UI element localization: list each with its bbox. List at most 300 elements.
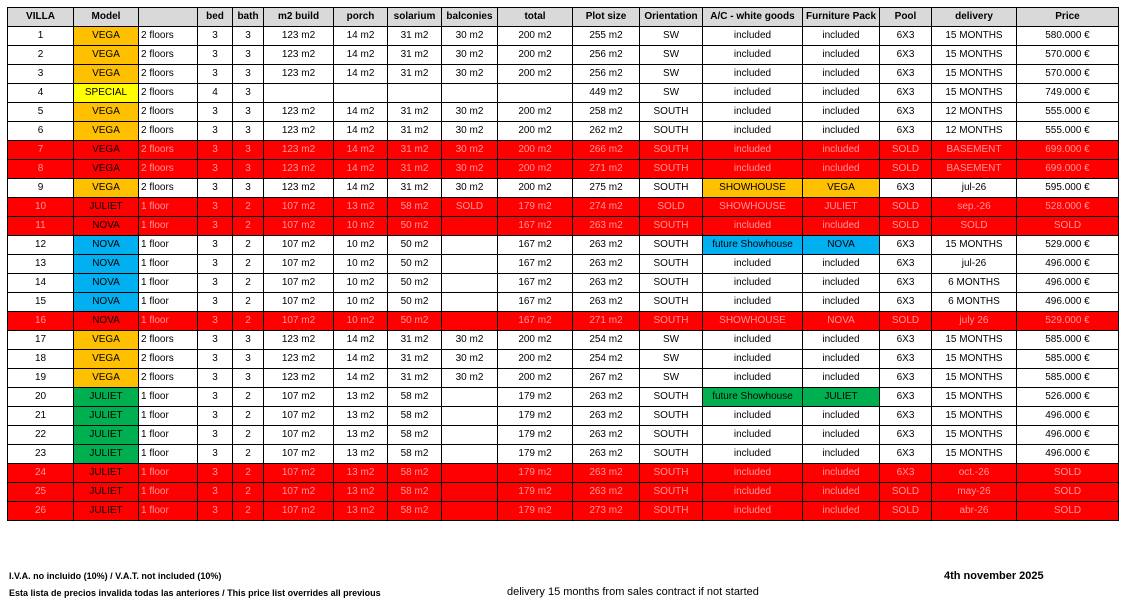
table-cell: JULIET xyxy=(74,407,139,426)
table-cell: 570.000 € xyxy=(1017,46,1119,65)
table-cell: 496.000 € xyxy=(1017,293,1119,312)
table-cell: included xyxy=(803,27,880,46)
table-cell: 31 m2 xyxy=(388,103,442,122)
table-cell: 123 m2 xyxy=(264,65,334,84)
table-cell: 3 xyxy=(198,312,233,331)
table-cell: 555.000 € xyxy=(1017,122,1119,141)
table-cell: 271 m2 xyxy=(573,160,640,179)
table-cell: included xyxy=(803,426,880,445)
table-cell: 4 xyxy=(198,84,233,103)
table-cell: 585.000 € xyxy=(1017,350,1119,369)
table-cell: SOLD xyxy=(1017,502,1119,521)
table-cell: 123 m2 xyxy=(264,46,334,65)
column-header: delivery xyxy=(932,8,1017,27)
table-cell xyxy=(442,217,498,236)
table-cell: NOVA xyxy=(803,236,880,255)
table-cell: included xyxy=(803,84,880,103)
table-cell: 10 xyxy=(8,198,74,217)
table-cell: 14 m2 xyxy=(334,160,388,179)
table-cell xyxy=(442,502,498,521)
table-cell: 200 m2 xyxy=(498,122,573,141)
table-cell: 58 m2 xyxy=(388,464,442,483)
table-row xyxy=(8,236,1119,255)
table-cell: 3 xyxy=(198,141,233,160)
table-cell: SOUTH xyxy=(640,388,703,407)
table-cell: 107 m2 xyxy=(264,407,334,426)
table-cell: 1 xyxy=(8,27,74,46)
table-cell: 6X3 xyxy=(880,445,932,464)
table-cell: included xyxy=(703,27,803,46)
table-cell: 107 m2 xyxy=(264,236,334,255)
table-cell: SOLD xyxy=(1017,217,1119,236)
table-cell: NOVA xyxy=(74,236,139,255)
table-cell: 3 xyxy=(198,27,233,46)
table-row xyxy=(8,502,1119,521)
table-cell: 107 m2 xyxy=(264,445,334,464)
table-cell: 14 m2 xyxy=(334,122,388,141)
table-cell: 107 m2 xyxy=(264,502,334,521)
table-cell: 3 xyxy=(198,350,233,369)
table-cell: included xyxy=(803,255,880,274)
table-cell: 15 MONTHS xyxy=(932,369,1017,388)
table-cell: 13 m2 xyxy=(334,198,388,217)
table-cell: 3 xyxy=(233,160,264,179)
table-cell: SOUTH xyxy=(640,502,703,521)
table-cell: SW xyxy=(640,65,703,84)
table-cell: 107 m2 xyxy=(264,426,334,445)
table-cell: 15 xyxy=(8,293,74,312)
table-cell: VEGA xyxy=(74,65,139,84)
table-cell: SOLD xyxy=(1017,483,1119,502)
table-cell: included xyxy=(703,502,803,521)
table-cell: 50 m2 xyxy=(388,312,442,331)
table-cell: 179 m2 xyxy=(498,407,573,426)
table-cell: 58 m2 xyxy=(388,445,442,464)
table-cell: 6 xyxy=(8,122,74,141)
table-cell: 2 xyxy=(233,426,264,445)
table-cell: 31 m2 xyxy=(388,331,442,350)
table-cell: 13 m2 xyxy=(334,407,388,426)
table-cell: 2 floors xyxy=(139,84,198,103)
table-cell: 1 floor xyxy=(139,445,198,464)
table-cell: 1 floor xyxy=(139,236,198,255)
table-cell: VEGA xyxy=(74,369,139,388)
table-row xyxy=(8,255,1119,274)
table-cell: 200 m2 xyxy=(498,27,573,46)
table-cell xyxy=(442,236,498,255)
table-cell: VEGA xyxy=(74,179,139,198)
table-cell: 14 m2 xyxy=(334,141,388,160)
table-cell: included xyxy=(703,84,803,103)
table-cell: SOUTH xyxy=(640,274,703,293)
table-cell: included xyxy=(703,46,803,65)
table-cell: 200 m2 xyxy=(498,160,573,179)
table-cell: 14 m2 xyxy=(334,27,388,46)
table-cell: SOUTH xyxy=(640,293,703,312)
table-cell: 2 xyxy=(233,445,264,464)
table-body xyxy=(8,27,1119,521)
table-cell: 3 xyxy=(8,65,74,84)
column-header: Furniture Pack xyxy=(803,8,880,27)
table-cell: jul-26 xyxy=(932,255,1017,274)
table-cell: 200 m2 xyxy=(498,141,573,160)
table-cell: 15 MONTHS xyxy=(932,46,1017,65)
table-cell: 2 floors xyxy=(139,160,198,179)
table-cell: included xyxy=(703,350,803,369)
table-cell: 585.000 € xyxy=(1017,331,1119,350)
table-cell: 179 m2 xyxy=(498,483,573,502)
table-cell: 30 m2 xyxy=(442,350,498,369)
table-cell: 6X3 xyxy=(880,293,932,312)
table-header-row xyxy=(8,8,1119,27)
table-cell: 18 xyxy=(8,350,74,369)
table-cell: 31 m2 xyxy=(388,122,442,141)
table-cell: 2 floors xyxy=(139,46,198,65)
table-cell: 256 m2 xyxy=(573,46,640,65)
table-cell: 2 xyxy=(233,388,264,407)
table-cell: 2 xyxy=(233,483,264,502)
table-cell: SOUTH xyxy=(640,407,703,426)
table-cell: 5 xyxy=(8,103,74,122)
table-cell: JULIET xyxy=(74,483,139,502)
table-cell: SOLD xyxy=(1017,464,1119,483)
table-cell: 107 m2 xyxy=(264,274,334,293)
table-cell: SOUTH xyxy=(640,483,703,502)
table-cell xyxy=(442,84,498,103)
table-cell: 262 m2 xyxy=(573,122,640,141)
table-cell: 50 m2 xyxy=(388,274,442,293)
column-header: solarium xyxy=(388,8,442,27)
table-cell: 107 m2 xyxy=(264,255,334,274)
table-cell: SOUTH xyxy=(640,312,703,331)
table-cell: 31 m2 xyxy=(388,27,442,46)
table-cell: 496.000 € xyxy=(1017,445,1119,464)
table-cell: 50 m2 xyxy=(388,255,442,274)
table-cell: jul-26 xyxy=(932,179,1017,198)
table-cell: 24 xyxy=(8,464,74,483)
table-cell: included xyxy=(803,483,880,502)
table-cell: included xyxy=(703,464,803,483)
table-row xyxy=(8,160,1119,179)
table-cell: 30 m2 xyxy=(442,141,498,160)
table-cell: 2 xyxy=(233,198,264,217)
table-cell: 749.000 € xyxy=(1017,84,1119,103)
table-cell: 496.000 € xyxy=(1017,255,1119,274)
table-cell: 699.000 € xyxy=(1017,141,1119,160)
table-cell: included xyxy=(703,255,803,274)
table-cell: JULIET xyxy=(803,388,880,407)
table-cell: NOVA xyxy=(74,312,139,331)
table-cell: 3 xyxy=(198,388,233,407)
table-cell: 3 xyxy=(198,122,233,141)
table-cell: 3 xyxy=(198,103,233,122)
table-cell: 13 m2 xyxy=(334,464,388,483)
override-note: Esta lista de precios invalida todas las anteriores / This price list overrides all previous xyxy=(9,588,381,598)
table-cell: included xyxy=(803,502,880,521)
table-row xyxy=(8,445,1119,464)
table-cell: 1 floor xyxy=(139,388,198,407)
table-cell: included xyxy=(803,274,880,293)
table-cell xyxy=(442,407,498,426)
table-cell: SOLD xyxy=(880,502,932,521)
table-row xyxy=(8,464,1119,483)
table-cell: included xyxy=(803,103,880,122)
table-cell: 6 MONTHS xyxy=(932,274,1017,293)
table-cell: NOVA xyxy=(74,255,139,274)
table-cell: future Showhouse xyxy=(703,388,803,407)
table-cell: 6X3 xyxy=(880,331,932,350)
table-row xyxy=(8,369,1119,388)
table-cell: 16 xyxy=(8,312,74,331)
table-cell: 2 floors xyxy=(139,103,198,122)
table-cell: 3 xyxy=(233,103,264,122)
table-cell: 3 xyxy=(233,84,264,103)
column-header: Price xyxy=(1017,8,1119,27)
table-cell: SOLD xyxy=(880,312,932,331)
table-cell: VEGA xyxy=(74,27,139,46)
table-cell: 6X3 xyxy=(880,46,932,65)
table-cell: 2 xyxy=(233,312,264,331)
table-cell xyxy=(442,483,498,502)
table-cell: 2 floors xyxy=(139,65,198,84)
table-cell: SHOWHOUSE xyxy=(703,312,803,331)
table-cell: 2 floors xyxy=(139,122,198,141)
table-cell: included xyxy=(703,483,803,502)
delivery-note: delivery 15 months from sales contract if not started xyxy=(507,586,759,598)
table-cell: 6X3 xyxy=(880,179,932,198)
table-row xyxy=(8,274,1119,293)
table-cell: 529.000 € xyxy=(1017,312,1119,331)
table-cell: 263 m2 xyxy=(573,388,640,407)
table-cell: NOVA xyxy=(74,293,139,312)
table-row xyxy=(8,27,1119,46)
table-cell: 14 m2 xyxy=(334,179,388,198)
table-cell: 496.000 € xyxy=(1017,274,1119,293)
table-cell: 22 xyxy=(8,426,74,445)
price-list-date: 4th november 2025 xyxy=(944,570,1044,582)
table-cell: 14 m2 xyxy=(334,331,388,350)
table-cell: 6X3 xyxy=(880,464,932,483)
table-cell: JULIET xyxy=(74,464,139,483)
table-cell: included xyxy=(803,46,880,65)
table-cell: 3 xyxy=(198,255,233,274)
table-cell: 107 m2 xyxy=(264,464,334,483)
table-cell: 3 xyxy=(198,65,233,84)
table-cell: 3 xyxy=(198,445,233,464)
table-cell: SOUTH xyxy=(640,122,703,141)
table-cell: 167 m2 xyxy=(498,293,573,312)
table-cell: 10 m2 xyxy=(334,255,388,274)
table-cell: 200 m2 xyxy=(498,103,573,122)
table-cell: 1 floor xyxy=(139,198,198,217)
table-cell: VEGA xyxy=(74,350,139,369)
table-cell: 496.000 € xyxy=(1017,426,1119,445)
table-cell: 167 m2 xyxy=(498,274,573,293)
table-cell: 555.000 € xyxy=(1017,103,1119,122)
table-cell: SHOWHOUSE xyxy=(703,179,803,198)
table-cell: 263 m2 xyxy=(573,407,640,426)
table-cell: included xyxy=(803,160,880,179)
table-cell: 58 m2 xyxy=(388,198,442,217)
table-cell: 123 m2 xyxy=(264,27,334,46)
table-cell: 2 floors xyxy=(139,331,198,350)
table-cell: included xyxy=(703,407,803,426)
table-cell: 13 xyxy=(8,255,74,274)
table-cell: 3 xyxy=(198,502,233,521)
table-cell: 1 floor xyxy=(139,255,198,274)
table-cell: 12 MONTHS xyxy=(932,103,1017,122)
table-cell: SOUTH xyxy=(640,255,703,274)
column-header: Model xyxy=(74,8,139,27)
table-cell: SOLD xyxy=(880,198,932,217)
table-cell: 3 xyxy=(198,160,233,179)
table-cell: 10 m2 xyxy=(334,217,388,236)
table-cell: 25 xyxy=(8,483,74,502)
table-cell: 2 floors xyxy=(139,179,198,198)
table-cell: 3 xyxy=(198,236,233,255)
table-cell: included xyxy=(803,217,880,236)
table-cell: 1 floor xyxy=(139,217,198,236)
table-cell: 266 m2 xyxy=(573,141,640,160)
table-cell: SOUTH xyxy=(640,464,703,483)
table-cell: 263 m2 xyxy=(573,255,640,274)
table-cell: 254 m2 xyxy=(573,350,640,369)
table-cell: 1 floor xyxy=(139,312,198,331)
table-cell: 14 m2 xyxy=(334,65,388,84)
table-cell: 13 m2 xyxy=(334,388,388,407)
column-header: VILLA xyxy=(8,8,74,27)
table-cell: 3 xyxy=(198,369,233,388)
table-cell: 3 xyxy=(198,331,233,350)
table-cell: 14 xyxy=(8,274,74,293)
table-cell: 10 m2 xyxy=(334,312,388,331)
table-row xyxy=(8,46,1119,65)
table-cell: 3 xyxy=(233,179,264,198)
table-cell: 30 m2 xyxy=(442,46,498,65)
table-cell: SOUTH xyxy=(640,236,703,255)
table-cell: 179 m2 xyxy=(498,426,573,445)
column-header: total xyxy=(498,8,573,27)
table-cell: 200 m2 xyxy=(498,369,573,388)
table-cell: JULIET xyxy=(74,198,139,217)
table-cell: 526.000 € xyxy=(1017,388,1119,407)
table-cell: included xyxy=(703,331,803,350)
table-cell: 2 floors xyxy=(139,369,198,388)
table-cell: 11 xyxy=(8,217,74,236)
table-cell: 3 xyxy=(233,350,264,369)
column-header: A/C - white goods xyxy=(703,8,803,27)
column-header: Orientation xyxy=(640,8,703,27)
table-cell: 6X3 xyxy=(880,274,932,293)
table-cell: VEGA xyxy=(74,160,139,179)
table-cell: 3 xyxy=(233,65,264,84)
table-cell: 58 m2 xyxy=(388,426,442,445)
column-header: Plot size xyxy=(573,8,640,27)
table-cell: 6X3 xyxy=(880,407,932,426)
table-cell xyxy=(388,84,442,103)
table-cell: 179 m2 xyxy=(498,198,573,217)
table-cell: 123 m2 xyxy=(264,179,334,198)
table-cell: 30 m2 xyxy=(442,369,498,388)
table-cell: 31 m2 xyxy=(388,141,442,160)
table-cell: 2 xyxy=(233,502,264,521)
table-cell: 13 m2 xyxy=(334,445,388,464)
table-row xyxy=(8,217,1119,236)
table-cell: 2 xyxy=(233,255,264,274)
table-cell: 17 xyxy=(8,331,74,350)
table-cell: 15 MONTHS xyxy=(932,236,1017,255)
table-cell: 179 m2 xyxy=(498,502,573,521)
table-cell: 14 m2 xyxy=(334,350,388,369)
table-cell: 107 m2 xyxy=(264,293,334,312)
table-cell: 15 MONTHS xyxy=(932,407,1017,426)
table-cell: 123 m2 xyxy=(264,331,334,350)
table-cell: 15 MONTHS xyxy=(932,350,1017,369)
table-cell: SW xyxy=(640,27,703,46)
table-cell: SOUTH xyxy=(640,141,703,160)
table-cell: 263 m2 xyxy=(573,445,640,464)
table-cell: 3 xyxy=(198,483,233,502)
table-cell: 1 floor xyxy=(139,483,198,502)
table-cell: 14 m2 xyxy=(334,46,388,65)
table-cell: 12 xyxy=(8,236,74,255)
table-cell: 2 xyxy=(233,217,264,236)
table-cell: included xyxy=(703,293,803,312)
table-cell: included xyxy=(803,407,880,426)
table-row xyxy=(8,84,1119,103)
table-cell: 263 m2 xyxy=(573,464,640,483)
table-cell: 15 MONTHS xyxy=(932,84,1017,103)
column-header: m2 build xyxy=(264,8,334,27)
table-cell: 2 floors xyxy=(139,141,198,160)
table-cell: 23 xyxy=(8,445,74,464)
column-header: porch xyxy=(334,8,388,27)
table-cell: included xyxy=(803,445,880,464)
table-cell xyxy=(264,84,334,103)
table-cell: 263 m2 xyxy=(573,217,640,236)
table-cell: 3 xyxy=(233,141,264,160)
table-cell: 167 m2 xyxy=(498,255,573,274)
table-cell: 1 floor xyxy=(139,407,198,426)
table-cell: 12 MONTHS xyxy=(932,122,1017,141)
column-header: bed xyxy=(198,8,233,27)
table-cell: 271 m2 xyxy=(573,312,640,331)
table-cell: 107 m2 xyxy=(264,483,334,502)
table-cell: 30 m2 xyxy=(442,103,498,122)
table-cell: 570.000 € xyxy=(1017,65,1119,84)
table-cell: 13 m2 xyxy=(334,426,388,445)
table-cell: BASEMENT xyxy=(932,160,1017,179)
table-cell: 30 m2 xyxy=(442,331,498,350)
table-cell: 13 m2 xyxy=(334,483,388,502)
table-cell: 3 xyxy=(233,331,264,350)
column-header xyxy=(139,8,198,27)
table-cell: SOLD xyxy=(442,198,498,217)
table-cell: SW xyxy=(640,331,703,350)
table-cell: included xyxy=(803,369,880,388)
table-row xyxy=(8,350,1119,369)
table-cell: BASEMENT xyxy=(932,141,1017,160)
table-cell xyxy=(442,426,498,445)
table-cell: 529.000 € xyxy=(1017,236,1119,255)
table-cell: 179 m2 xyxy=(498,445,573,464)
table-cell xyxy=(334,84,388,103)
table-row xyxy=(8,483,1119,502)
table-cell: 2 xyxy=(233,464,264,483)
table-cell: 258 m2 xyxy=(573,103,640,122)
table-row xyxy=(8,331,1119,350)
table-cell xyxy=(442,274,498,293)
